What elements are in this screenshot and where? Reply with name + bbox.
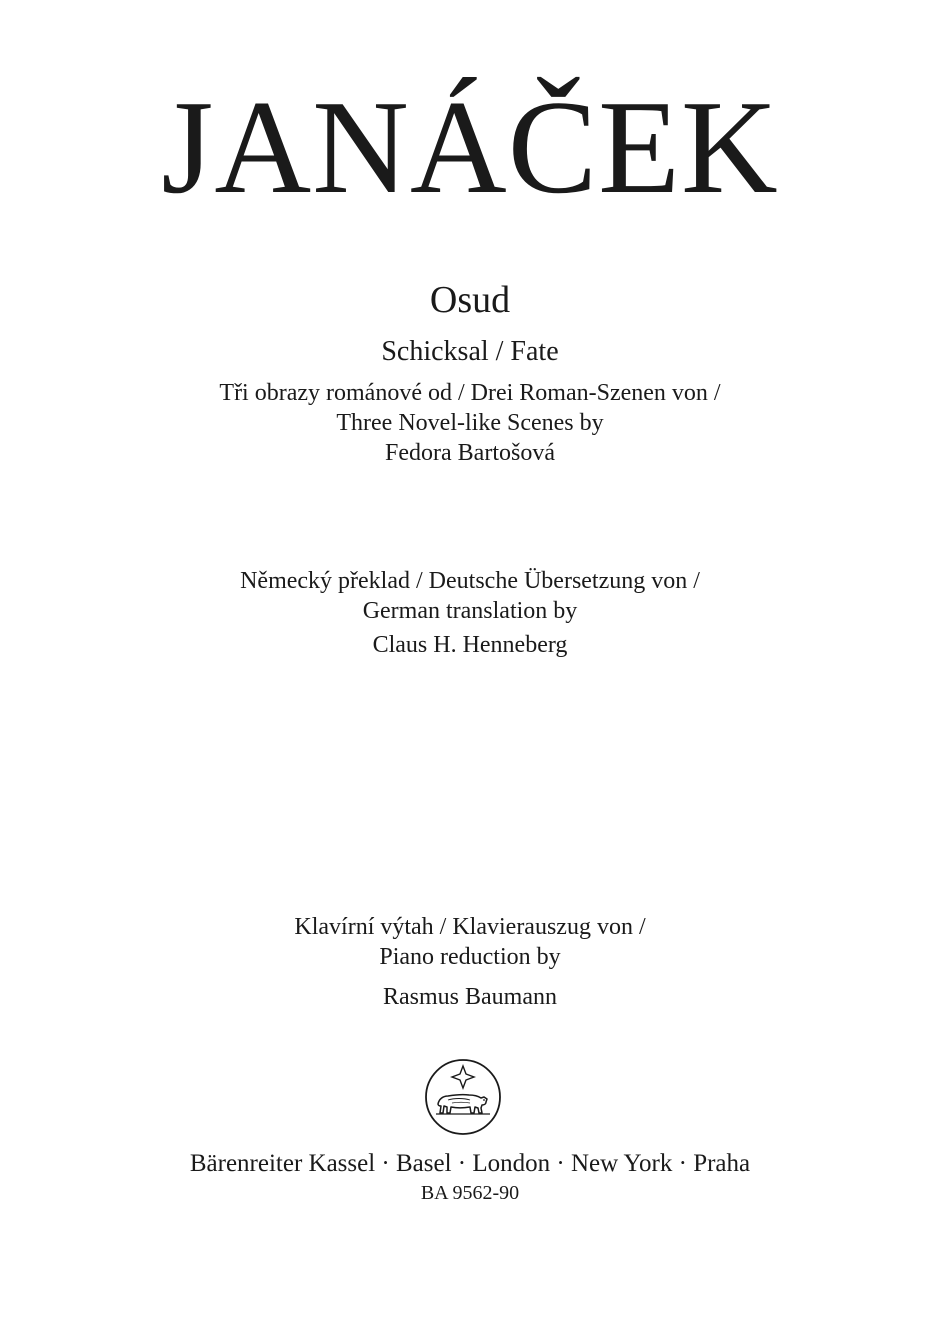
librettist-name: Fedora Bartošová	[385, 440, 555, 466]
catalog-number: BA 9562-90	[420, 1182, 520, 1204]
piano-reduction-line-2: Piano reduction by	[379, 944, 561, 970]
translation-line-2: German translation by	[362, 598, 578, 624]
publisher-imprint: Bärenreiter Kassel · Basel · London · New York · Praha	[189, 1150, 751, 1177]
libretto-line-2: Three Novel-like Scenes by	[336, 410, 604, 436]
work-title: Osud	[429, 279, 511, 321]
translator-name: Claus H. Henneberg	[372, 632, 568, 658]
composer-name: JANÁČEK	[161, 73, 779, 221]
translation-line-1: Německý překlad / Deutsche Übersetzung von /	[240, 568, 700, 594]
baerenreiter-bear-star-seal-icon	[424, 1058, 502, 1136]
work-subtitle: Schicksal / Fate	[381, 336, 559, 367]
libretto-line-1: Tři obrazy románové od / Drei Roman-Szenen von /	[219, 380, 721, 406]
piano-reduction-line-1: Klavírní výtah / Klavierauszug von /	[294, 914, 646, 940]
arranger-name: Rasmus Baumann	[383, 984, 557, 1010]
